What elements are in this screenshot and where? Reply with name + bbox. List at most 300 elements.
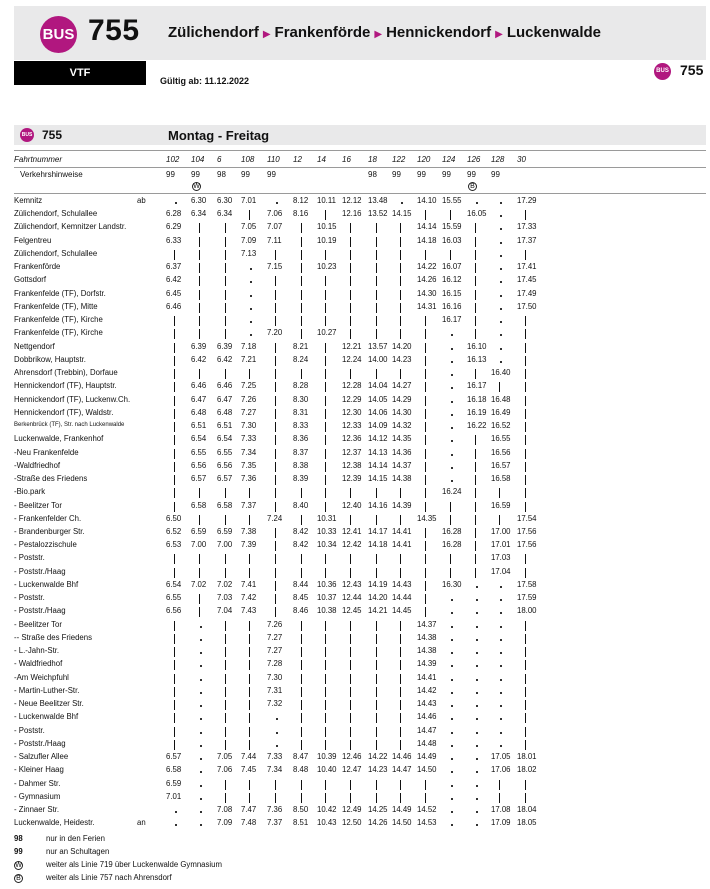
departure-time: 6.42 — [191, 354, 207, 364]
pass-through-bar — [225, 793, 226, 803]
pass-through-bar — [275, 793, 276, 803]
stop-name: Hennickendorf (TF), Waldstr. — [14, 407, 114, 417]
pass-through-bar — [275, 568, 276, 578]
departure-time: 12.24 — [342, 354, 362, 364]
departure-time: 7.35 — [241, 460, 257, 470]
departure-time: 7.09 — [217, 818, 233, 828]
departure-time: 6.53 — [166, 540, 182, 550]
pass-through-bar — [525, 462, 526, 472]
departure-time: 16.12 — [442, 275, 462, 285]
departure-time: 14.23 — [392, 354, 412, 364]
departure-time: 7.26 — [241, 394, 257, 404]
note-code: 99 — [166, 170, 175, 179]
pass-through-bar — [325, 316, 326, 326]
pass-through-bar — [199, 369, 200, 379]
departure-time: 10.19 — [317, 235, 337, 245]
pass-through-bar — [225, 687, 226, 697]
footnote-text: nur in den Ferien — [46, 834, 105, 843]
departure-time: 7.32 — [267, 699, 283, 709]
pass-through-bar — [301, 250, 302, 260]
departure-time: 16.24 — [442, 487, 462, 497]
no-service-dot — [200, 718, 202, 720]
table-rule — [14, 193, 706, 194]
pass-through-bar — [301, 554, 302, 564]
pass-through-bar — [350, 237, 351, 247]
pass-through-bar — [425, 581, 426, 591]
stop-name: - Pestalozzischule — [14, 540, 77, 550]
no-service-dot — [451, 732, 453, 734]
pass-through-bar — [425, 435, 426, 445]
pass-through-bar — [425, 475, 426, 485]
departure-time: 12.40 — [342, 500, 362, 510]
departure-time: 16.48 — [491, 394, 511, 404]
departure-time: 14.37 — [392, 460, 412, 470]
departure-time: 16.28 — [442, 527, 462, 536]
no-service-dot — [200, 626, 202, 628]
pass-through-bar — [475, 554, 476, 564]
stop-name: -Straße des Friedens — [14, 474, 88, 484]
departure-time: 14.14 — [368, 460, 388, 470]
departure-time: 6.33 — [166, 235, 182, 245]
departure-time: 14.15 — [368, 474, 388, 484]
trip-number: 104 — [191, 155, 205, 164]
pass-through-bar — [400, 515, 401, 525]
departure-time: 7.47 — [241, 805, 257, 815]
pass-through-bar — [199, 276, 200, 286]
stop-name: - Kleiner Haag — [14, 765, 64, 775]
pass-through-bar — [249, 660, 250, 670]
no-service-dot — [200, 798, 202, 800]
pass-through-bar — [376, 488, 377, 498]
departure-time: 10.42 — [317, 805, 337, 815]
pass-through-bar — [174, 554, 175, 564]
pass-through-bar — [376, 554, 377, 564]
stop-name: Frankenförde — [14, 262, 61, 272]
departure-time: 14.47 — [392, 765, 412, 775]
pass-through-bar — [325, 303, 326, 313]
pass-through-bar — [400, 660, 401, 670]
departure-time: 13.52 — [368, 209, 388, 219]
departure-time: 17.29 — [517, 196, 537, 205]
departure-time: 14.52 — [417, 805, 437, 815]
departure-time: 7.05 — [217, 752, 233, 762]
pass-through-bar — [225, 554, 226, 564]
pass-through-bar — [174, 634, 175, 644]
pass-through-bar — [174, 316, 175, 326]
pass-through-bar — [376, 793, 377, 803]
departure-time: 8.21 — [293, 341, 309, 351]
stop-name: - Poststr. — [14, 725, 45, 735]
no-service-dot — [476, 824, 478, 826]
departure-time: 8.12 — [293, 196, 309, 205]
departure-time: 12.30 — [342, 407, 362, 417]
departure-time: 8.48 — [293, 765, 309, 775]
departure-time: 14.31 — [417, 301, 437, 311]
no-service-dot — [500, 586, 502, 588]
departure-time: 17.50 — [517, 301, 537, 311]
pass-through-bar — [376, 515, 377, 525]
pass-through-bar — [376, 290, 377, 300]
table-row — [14, 433, 706, 446]
pass-through-bar — [325, 780, 326, 790]
departure-time: 7.27 — [267, 646, 283, 656]
pass-through-bar — [475, 449, 476, 459]
footnote-text: weiter als Linie 719 über Luckenwalde Gymnasium — [46, 860, 222, 869]
departure-time: 17.09 — [491, 818, 511, 828]
stop-name: - Frankenfelder Ch. — [14, 513, 82, 523]
no-service-dot — [451, 798, 453, 800]
pass-through-bar — [301, 621, 302, 631]
pass-through-bar — [499, 488, 500, 498]
table-row — [14, 327, 706, 340]
stop-name: Luckenwalde, Heidestr. — [14, 818, 95, 828]
departure-time: 14.21 — [368, 606, 388, 616]
departure-time: 8.37 — [293, 447, 309, 457]
note-code: 99 — [442, 170, 451, 179]
departure-time: 14.46 — [417, 712, 437, 722]
triangle-right-icon: ▶ — [262, 29, 271, 40]
table-row — [14, 288, 706, 301]
pass-through-bar — [525, 316, 526, 326]
departure-time: 6.30 — [191, 196, 207, 205]
table-rule — [14, 167, 706, 168]
pass-through-bar — [174, 422, 175, 432]
table-row — [14, 817, 706, 830]
departure-time: 7.45 — [241, 765, 257, 775]
departure-time: 7.06 — [217, 765, 233, 775]
departure-time: 7.42 — [241, 593, 257, 603]
no-service-dot — [500, 745, 502, 747]
pass-through-bar — [174, 502, 175, 512]
pass-through-bar — [301, 687, 302, 697]
departure-time: 10.38 — [317, 606, 337, 616]
stop-name: Felgentreu — [14, 235, 52, 245]
table-row — [14, 804, 706, 817]
line-number-small: 755 — [680, 62, 704, 78]
table-row — [14, 685, 706, 698]
table-row — [14, 274, 706, 287]
departure-time: 7.02 — [191, 579, 207, 589]
stop-name: - Salzufler Allee — [14, 752, 69, 762]
pass-through-bar — [425, 369, 426, 379]
pass-through-bar — [425, 329, 426, 339]
trip-number: 30 — [517, 155, 526, 164]
pass-through-bar — [199, 329, 200, 339]
departure-time: 8.51 — [293, 818, 309, 828]
departure-time: 7.20 — [267, 328, 283, 338]
departure-time: 7.39 — [241, 540, 257, 550]
departure-time: 7.07 — [267, 222, 283, 232]
pass-through-bar — [350, 621, 351, 631]
pass-through-bar — [376, 223, 377, 233]
stop-name: -Neu Frankenfelde — [14, 447, 79, 457]
stop-name: - Dahmer Str. — [14, 778, 61, 788]
departure-time: 14.43 — [392, 579, 412, 589]
departure-time: 14.15 — [392, 209, 412, 219]
no-service-dot — [250, 281, 252, 283]
pass-through-bar — [275, 502, 276, 512]
stop-name: - Poststr. — [14, 593, 45, 603]
no-service-dot — [250, 268, 252, 270]
pass-through-bar — [425, 382, 426, 392]
pass-through-bar — [249, 621, 250, 631]
no-service-dot — [451, 334, 453, 336]
table-row — [14, 513, 706, 526]
pass-through-bar — [325, 634, 326, 644]
departure-time: 14.39 — [417, 659, 437, 669]
no-service-dot — [476, 612, 478, 614]
departure-time: 17.49 — [517, 288, 537, 298]
pass-through-bar — [174, 674, 175, 684]
pass-through-bar — [325, 793, 326, 803]
no-service-dot — [500, 255, 502, 257]
departure-time: 12.38 — [342, 460, 362, 470]
departure-time: 8.31 — [293, 407, 309, 417]
departure-time: 17.05 — [491, 752, 511, 762]
pass-through-bar — [174, 409, 175, 419]
pass-through-bar — [525, 554, 526, 564]
pass-through-bar — [350, 647, 351, 657]
pass-through-bar — [350, 634, 351, 644]
pass-through-bar — [301, 316, 302, 326]
note-code: 99 — [491, 170, 500, 179]
pass-through-bar — [425, 528, 426, 538]
no-service-dot — [476, 705, 478, 707]
no-service-dot — [451, 427, 453, 429]
departure-time: 6.34 — [217, 209, 233, 219]
no-service-dot — [200, 785, 202, 787]
stop-name: Gottsdorf — [14, 275, 47, 285]
pass-through-bar — [174, 343, 175, 353]
departure-time: 14.42 — [417, 685, 437, 695]
departure-time: 8.28 — [293, 381, 309, 391]
stop-name: - Brandenburger Str. — [14, 527, 85, 536]
pass-through-bar — [350, 276, 351, 286]
no-service-dot — [451, 705, 453, 707]
departure-time: 7.00 — [217, 540, 233, 550]
pass-through-bar — [475, 290, 476, 300]
pass-through-bar — [475, 223, 476, 233]
pass-through-bar — [249, 687, 250, 697]
pass-through-bar — [376, 674, 377, 684]
pass-through-bar — [174, 250, 175, 260]
departure-time: 17.59 — [517, 593, 537, 603]
pass-through-bar — [400, 250, 401, 260]
pass-through-bar — [450, 502, 451, 512]
departure-time: 18.00 — [517, 606, 537, 616]
pass-through-bar — [475, 329, 476, 339]
departure-time: 14.32 — [392, 421, 412, 431]
pass-through-bar — [301, 515, 302, 525]
pass-through-bar — [350, 369, 351, 379]
no-service-dot — [451, 785, 453, 787]
table-rule — [14, 150, 706, 151]
pass-through-bar — [225, 780, 226, 790]
departure-time: 10.43 — [317, 818, 337, 828]
stop-name: Hennickendorf (TF), Luckenw.Ch. — [14, 394, 131, 404]
pass-through-bar — [525, 475, 526, 485]
table-row — [14, 725, 706, 738]
pass-through-bar — [475, 462, 476, 472]
departure-time: 17.03 — [491, 553, 511, 563]
pass-through-bar — [174, 449, 175, 459]
departure-time: 14.38 — [392, 474, 412, 484]
departure-time: 6.59 — [217, 527, 233, 536]
no-service-dot — [500, 626, 502, 628]
note-code: 99 — [267, 170, 276, 179]
pass-through-bar — [325, 422, 326, 432]
no-service-dot — [451, 387, 453, 389]
pass-through-bar — [249, 780, 250, 790]
pass-through-bar — [350, 568, 351, 578]
section-band — [14, 125, 706, 145]
pass-through-bar — [275, 435, 276, 445]
pass-through-bar — [249, 740, 250, 750]
pass-through-bar — [525, 647, 526, 657]
stop-name: Luckenwalde, Frankenhof — [14, 434, 104, 444]
pass-through-bar — [301, 276, 302, 286]
no-service-dot — [500, 228, 502, 230]
pass-through-bar — [376, 316, 377, 326]
table-row — [14, 552, 706, 565]
pass-through-bar — [174, 621, 175, 631]
circled-w-icon: W — [193, 183, 200, 190]
pass-through-bar — [475, 250, 476, 260]
stop-name: Frankenfelde (TF), Mitte — [14, 301, 98, 311]
pass-through-bar — [275, 316, 276, 326]
pass-through-bar — [225, 263, 226, 273]
pass-through-bar — [301, 488, 302, 498]
departure-time: 17.56 — [517, 540, 537, 550]
pass-through-bar — [400, 634, 401, 644]
note-code: 98 — [217, 170, 226, 179]
pass-through-bar — [174, 647, 175, 657]
departure-time: 7.30 — [267, 672, 283, 682]
pass-through-bar — [301, 634, 302, 644]
pass-through-bar — [199, 607, 200, 617]
arrival-departure-marker: an — [137, 818, 146, 828]
operator-label: VTF — [14, 61, 146, 85]
departure-time: 7.34 — [241, 447, 257, 457]
pass-through-bar — [525, 449, 526, 459]
trip-number: 18 — [368, 155, 377, 164]
table-row — [14, 447, 706, 460]
departure-time: 6.47 — [191, 394, 207, 404]
departure-time: 12.12 — [342, 196, 362, 205]
stop-name: Zülichendorf, Kemnitzer Landstr. — [14, 222, 127, 232]
pass-through-bar — [425, 422, 426, 432]
departure-time: 8.42 — [293, 540, 309, 550]
table-row — [14, 500, 706, 513]
no-service-dot — [476, 771, 478, 773]
pass-through-bar — [525, 793, 526, 803]
trip-number: 120 — [417, 155, 431, 164]
departure-time: 7.03 — [217, 593, 233, 603]
departure-time: 14.16 — [368, 500, 388, 510]
pass-through-bar — [475, 568, 476, 578]
departure-time: 7.08 — [217, 805, 233, 815]
pass-through-bar — [425, 356, 426, 366]
pass-through-bar — [376, 713, 377, 723]
pass-through-bar — [225, 515, 226, 525]
stop-name: Berkenbrück (TF), Str. nach Luckenwalde — [14, 422, 125, 429]
stop-name: - Zinnaer Str. — [14, 805, 60, 815]
pass-through-bar — [225, 713, 226, 723]
pass-through-bar — [249, 700, 250, 710]
departure-time: 8.38 — [293, 460, 309, 470]
pass-through-bar — [174, 713, 175, 723]
pass-through-bar — [275, 581, 276, 591]
no-service-dot — [451, 612, 453, 614]
pass-through-bar — [350, 660, 351, 670]
pass-through-bar — [376, 263, 377, 273]
departure-time: 7.04 — [217, 606, 233, 616]
stop-name: Frankenfelde (TF), Kirche — [14, 328, 103, 338]
pass-through-bar — [400, 700, 401, 710]
departure-time: 10.37 — [317, 593, 337, 603]
departure-time: 12.36 — [342, 434, 362, 444]
pass-through-bar — [249, 515, 250, 525]
pass-through-bar — [425, 554, 426, 564]
pass-through-bar — [350, 713, 351, 723]
departure-time: 7.02 — [217, 579, 233, 589]
pass-through-bar — [225, 276, 226, 286]
pass-through-bar — [425, 210, 426, 220]
pass-through-bar — [249, 713, 250, 723]
pass-through-bar — [350, 488, 351, 498]
circled-b-icon: B — [14, 874, 23, 883]
departure-time: 10.15 — [317, 222, 337, 232]
departure-time: 6.55 — [191, 447, 207, 457]
pass-through-bar — [225, 647, 226, 657]
pass-through-bar — [325, 356, 326, 366]
departure-time: 8.47 — [293, 752, 309, 762]
no-service-dot — [500, 361, 502, 363]
pass-through-bar — [325, 502, 326, 512]
departure-time: 14.26 — [417, 275, 437, 285]
no-service-dot — [451, 745, 453, 747]
pass-through-bar — [450, 515, 451, 525]
departure-time: 16.15 — [442, 288, 462, 298]
pass-through-bar — [475, 316, 476, 326]
table-row — [14, 658, 706, 671]
no-service-dot — [476, 679, 478, 681]
pass-through-bar — [425, 541, 426, 551]
table-row — [14, 672, 706, 685]
pass-through-bar — [499, 780, 500, 790]
departure-time: 6.46 — [217, 381, 233, 391]
pass-through-bar — [174, 488, 175, 498]
no-service-dot — [451, 467, 453, 469]
pass-through-bar — [425, 502, 426, 512]
departure-time: 6.51 — [217, 421, 233, 431]
departure-time: 7.01 — [241, 196, 257, 205]
pass-through-bar — [249, 369, 250, 379]
pass-through-bar — [225, 250, 226, 260]
pass-through-bar — [525, 396, 526, 406]
pass-through-bar — [199, 515, 200, 525]
departure-time: 16.05 — [467, 209, 487, 219]
route-title — [168, 24, 601, 41]
departure-time: 12.50 — [342, 818, 362, 828]
table-row — [14, 778, 706, 791]
pass-through-bar — [425, 568, 426, 578]
pass-through-bar — [525, 488, 526, 498]
pass-through-bar — [325, 727, 326, 737]
no-service-dot — [451, 811, 453, 813]
departure-time: 6.54 — [217, 434, 233, 444]
departure-time: 13.57 — [368, 341, 388, 351]
